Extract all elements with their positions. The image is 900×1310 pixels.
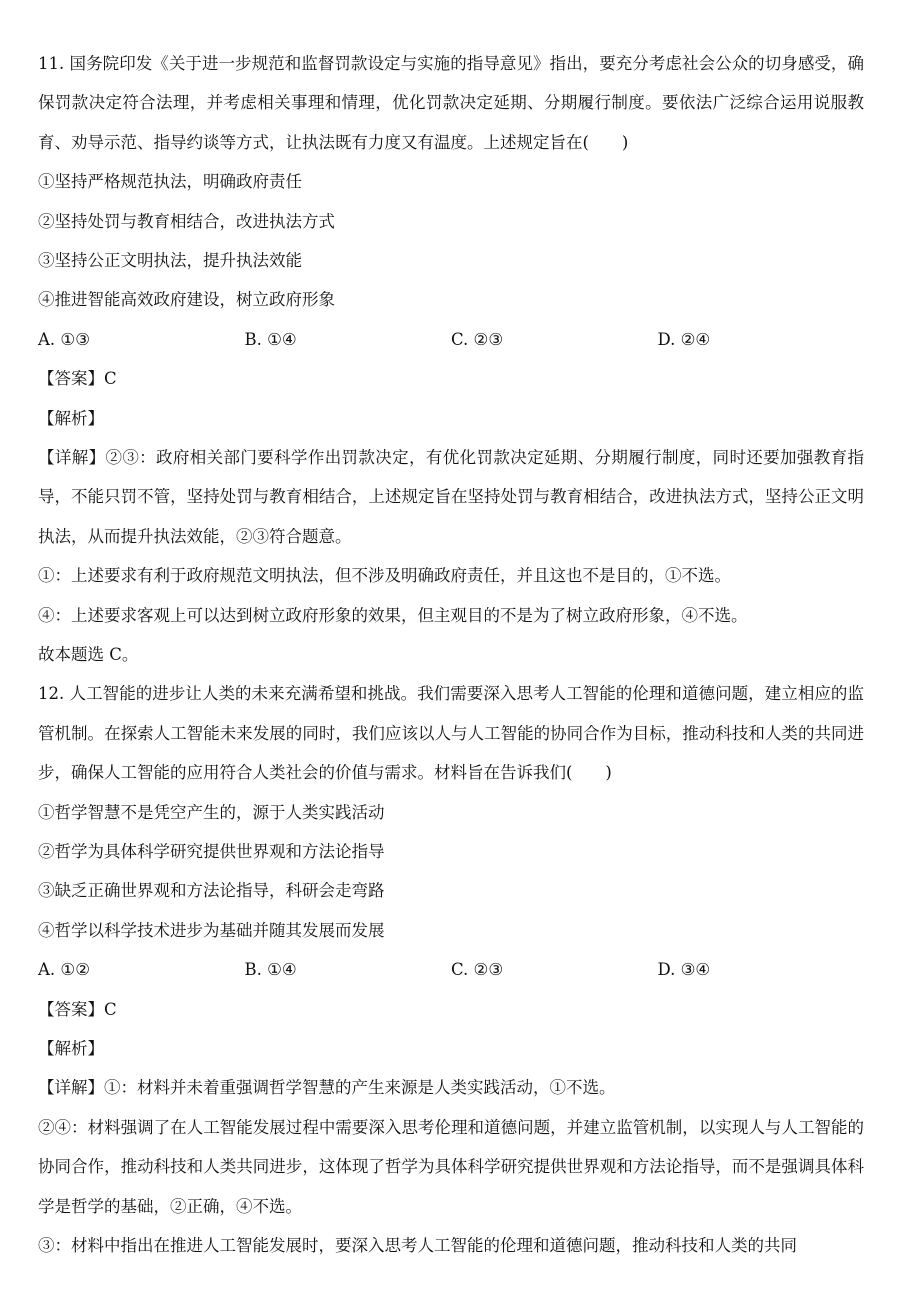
question-12-detail-1: 【详解】①：材料并未着重强调哲学智慧的产生来源是人类实践活动，①不选。	[38, 1078, 616, 1098]
question-11-item-3: ③坚持公正文明执法，提升执法效能	[38, 251, 302, 270]
question-12-item-1: ①哲学智慧不是凭空产生的，源于人类实践活动	[38, 802, 385, 822]
question-11-conclusion: 故本题选 C。	[38, 644, 139, 664]
question-11-item-1: ①坚持严格规范执法，明确政府责任	[38, 172, 302, 192]
question-11-option-b: B. ①④	[244, 329, 297, 349]
question-11-options	[38, 320, 864, 359]
question-11-detail-2: ①：上述要求有利于政府规范文明执法，但不涉及明确政府责任，并且这也不是目的，①不选。	[38, 566, 731, 586]
document-page	[38, 44, 864, 1265]
question-12-option-c: C. ②③	[451, 960, 504, 980]
question-12-options	[38, 950, 864, 989]
question-11-item-4: ④推进智能高效政府建设，树立政府形象	[38, 290, 335, 310]
question-12-item-4: ④哲学以科学技术进步为基础并随其发展而发展	[38, 920, 385, 940]
question-11-option-a: A. ①③	[38, 329, 90, 349]
question-12-analysis-label: 【解析】	[38, 1038, 104, 1058]
question-12-stem: 12. 人工智能的进步让人类的未来充满希望和挑战。我们需要深入思考人工智能的伦理和道德问题，建立相应的监管机制。在探索人工智能未来发展的同时，我们应该以人与人工智能的协同合作为目标，推动科技和人类的共同进步，确保人工智能的应用符合人类社会的价值与需求。材料旨在告诉我们( )	[38, 684, 864, 783]
question-12-item-2: ②哲学为具体科学研究提供世界观和方法论指导	[38, 841, 385, 861]
question-11-item-2: ②坚持处罚与教育相结合，改进执法方式	[38, 211, 335, 231]
question-11-stem: 11. 国务院印发《关于进一步规范和监督罚款设定与实施的指导意见》指出，要充分考虑社会公众的切身感受，确保罚款决定符合法理，并考虑相关事理和情理，优化罚款决定延期、分期履行制度。要依法广泛综合运用说服教育、劝导示范、指导约谈等方式，让执法既有力度又有温度。上述规定旨在( )	[38, 54, 864, 152]
question-12-answer: 【答案】C	[38, 999, 117, 1019]
question-11-detail-1: 【详解】②③：政府相关部门要科学作出罚款决定，有优化罚款决定延期、分期履行制度，同时还要加强教育指导，不能只罚不管，坚持处罚与教育相结合，上述规定旨在坚持处罚与教育相结合，改进执法方式，坚持公正文明执法，从而提升执法效能，②③符合题意。	[38, 447, 864, 546]
question-12-option-b: B. ①④	[244, 960, 297, 980]
question-12-option-d: D. ③④	[657, 960, 711, 980]
question-12-detail-3: ③：材料中指出在推进人工智能发展时，要深入思考人工智能的伦理和道德问题，推动科技和人类的共同	[38, 1235, 797, 1255]
question-11-answer: 【答案】C	[38, 369, 117, 389]
question-12-item-3: ③缺乏正确世界观和方法论指导，科研会走弯路	[38, 881, 385, 901]
question-11-option-c: C. ②③	[451, 329, 504, 349]
question-11-option-d: D. ②④	[657, 329, 711, 349]
question-11-analysis-label: 【解析】	[38, 408, 104, 428]
question-12-detail-2: ②④：材料强调了在人工智能发展过程中需要深入思考伦理和道德问题，并建立监管机制，以实现人与人工智能的协同合作，推动科技和人类共同进步，这体现了哲学为具体科学研究提供世界观和方法论指导，而不是强调具体科学是哲学的基础，②正确，④不选。	[38, 1117, 864, 1216]
question-11-detail-3: ④：上述要求客观上可以达到树立政府形象的效果，但主观目的不是为了树立政府形象，④不选。	[38, 605, 748, 625]
question-12-option-a: A. ①②	[38, 960, 90, 980]
